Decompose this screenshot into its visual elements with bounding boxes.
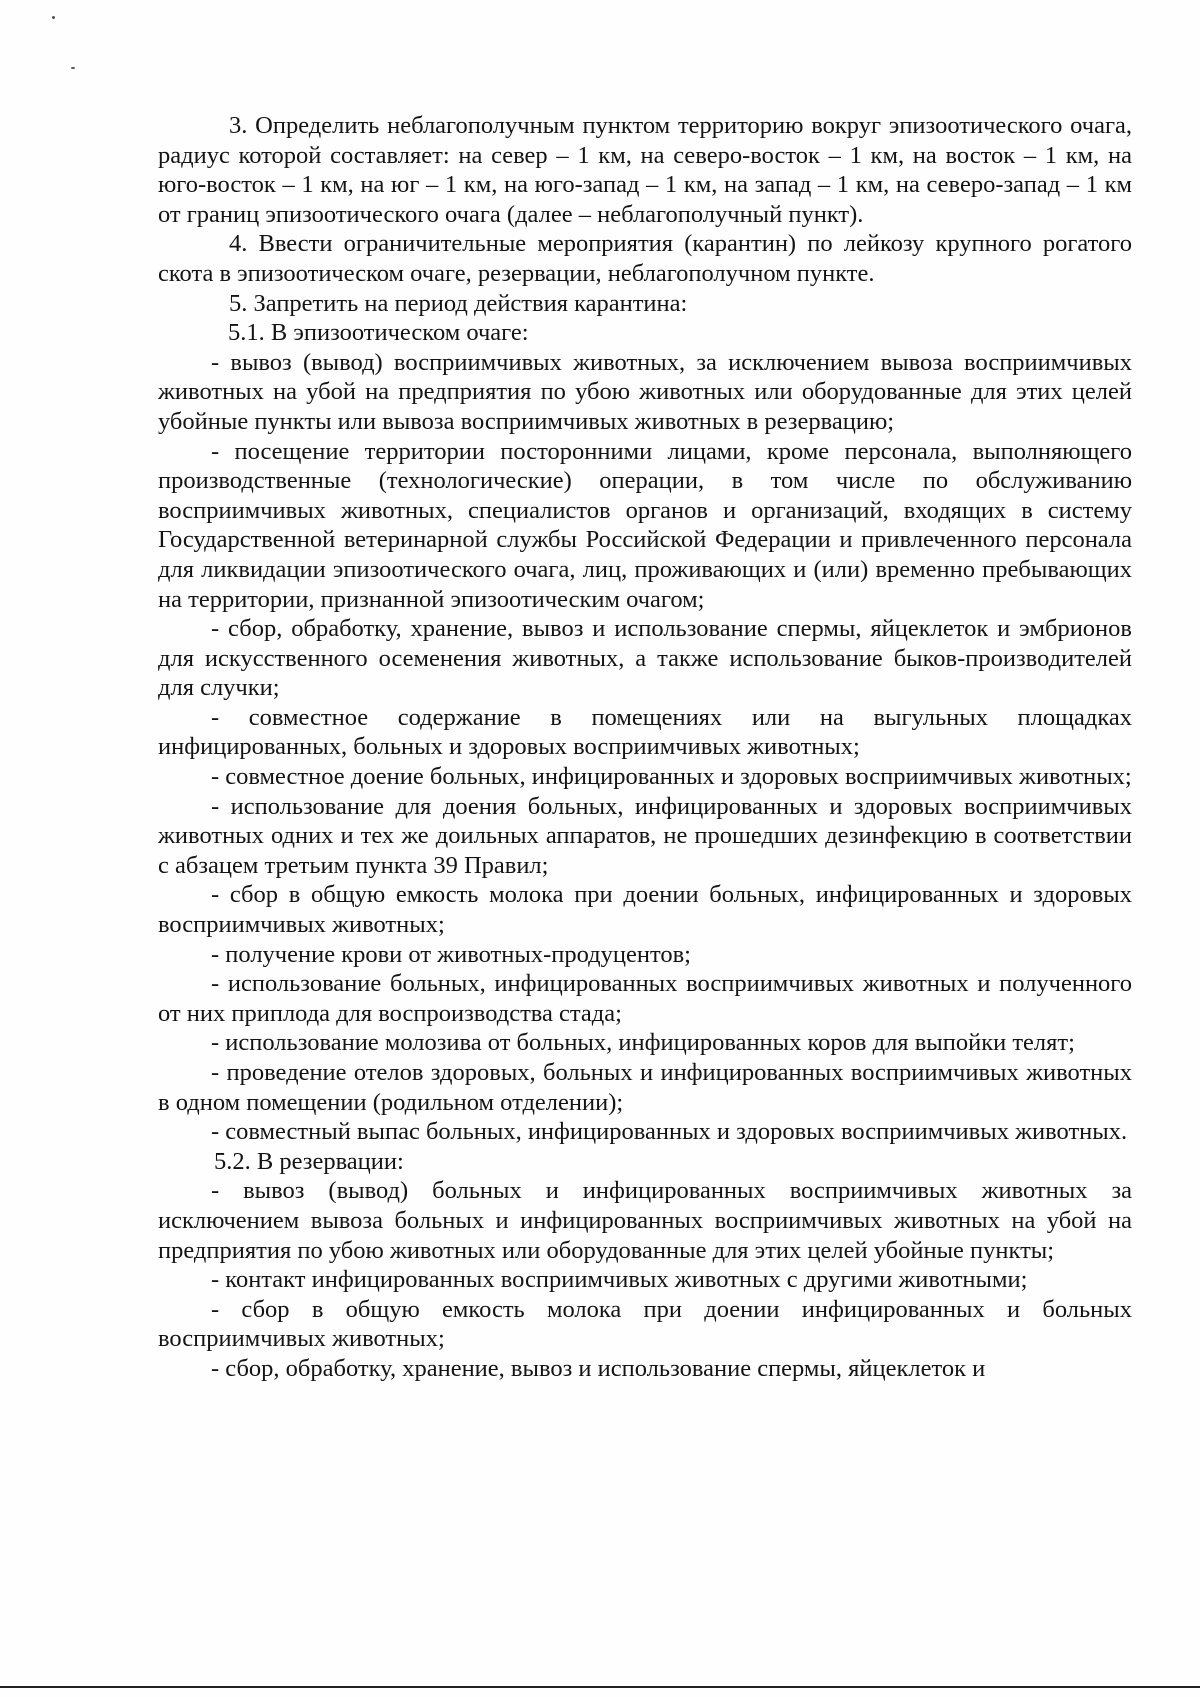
list-item: - сбор, обработку, хранение, вывоз и использование спермы, яйцеклеток и эмбрионов для искусственного осеменения животных, а также использование быков-производителей для случки; [158,615,1132,702]
scan-speck [52,16,55,19]
list-item: - сбор, обработку, хранение, вывоз и использование спермы, яйцеклеток и [211,1354,986,1382]
list-item: - сбор в общую емкость молока при доении больных, инфицированных и здоровых восприимчивых животных; [158,881,1132,939]
list-item: - вывоз (вывод) больных и инфицированных восприимчивых животных за исключением вывоза больных и инфицированных восприимчивых животных на убой на предприятия по убою животных или оборудованные для этих целей убойные пункты; [158,1177,1132,1264]
paragraph-3: 3. Определить неблагополучным пунктом территорию вокруг эпизоотического очага, радиус которой составляет: на север – 1 км, на северо-восток – 1 км, на восток – 1 км, на юго-восток – 1 км, на юг – 1 км, на юго-запад – 1 км, на запад – 1 км, на северо-запад – 1 км от границ эпизоотического очага (далее – неблагополучный пункт). [158,112,1132,228]
list-item: - вывоз (вывод) восприимчивых животных, за исключением вывоза восприимчивых животных на убой на предприятия по убою животных или оборудованные для этих целей убойные пункты или вывоза восприимчивых животных в резервацию; [158,348,1132,435]
list-item: - использование для доения больных, инфицированных и здоровых восприимчивых животных одних и тех же доильных аппаратов, не прошедших дезинфекцию в соответствии с абзацем третьим пункта 39 Правил; [158,792,1132,879]
list-item: - использование молозива от больных, инфицированных коров для выпойки телят; [211,1029,1075,1057]
subsection-5-1-heading: 5.1. В эпизоотическом очаге: [228,319,529,347]
list-item: - посещение территории посторонними лицами, кроме персонала, выполняющего производственные (технологические) операции, в том числе по обслуживанию восприимчивых животных, специалистов органов и организаций, входящих в систему Государственной ветеринарной службы Российской Федерации и привлеченного персонала для ликвидации эпизоотического очага, лиц, проживающих и (или) временно пребывающих на территории, признанной эпизоотическим очагом; [158,437,1132,613]
list-item: - сбор в общую емкость молока при доении инфицированных и больных восприимчивых животных; [158,1295,1132,1353]
list-item: - проведение отелов здоровых, больных и инфицированных восприимчивых животных в одном помещении (родильном отделении); [158,1059,1132,1116]
list-item: - совместное содержание в помещениях или на выгульных площадках инфицированных, больных и здоровых восприимчивых животных; [158,703,1132,761]
document-body [158,111,1132,1384]
list-item: - совместное доение больных, инфицированных и здоровых восприимчивых животных; [211,763,1132,791]
list-item: - получение крови от животных-продуцентов; [211,940,691,968]
list-item: - использование больных, инфицированных восприимчивых животных и полученного от них приплода для воспроизводства стада; [158,970,1132,1027]
scan-edge-line [0,1686,1200,1688]
paragraph-5: 5. Запретить на период действия карантина: [229,289,688,317]
list-item: - контакт инфицированных восприимчивых животных с другими животными; [211,1266,1028,1294]
list-item: - совместный выпас больных, инфицированных и здоровых восприимчивых животных. [211,1118,1128,1146]
subsection-5-2-heading: 5.2. В резервации: [214,1147,404,1175]
paragraph-4: 4. Ввести ограничительные мероприятия (карантин) по лейкозу крупного рогатого скота в эпизоотическом очаге, резервации, неблагополучном пункте. [158,230,1132,287]
scan-speck [71,67,75,69]
